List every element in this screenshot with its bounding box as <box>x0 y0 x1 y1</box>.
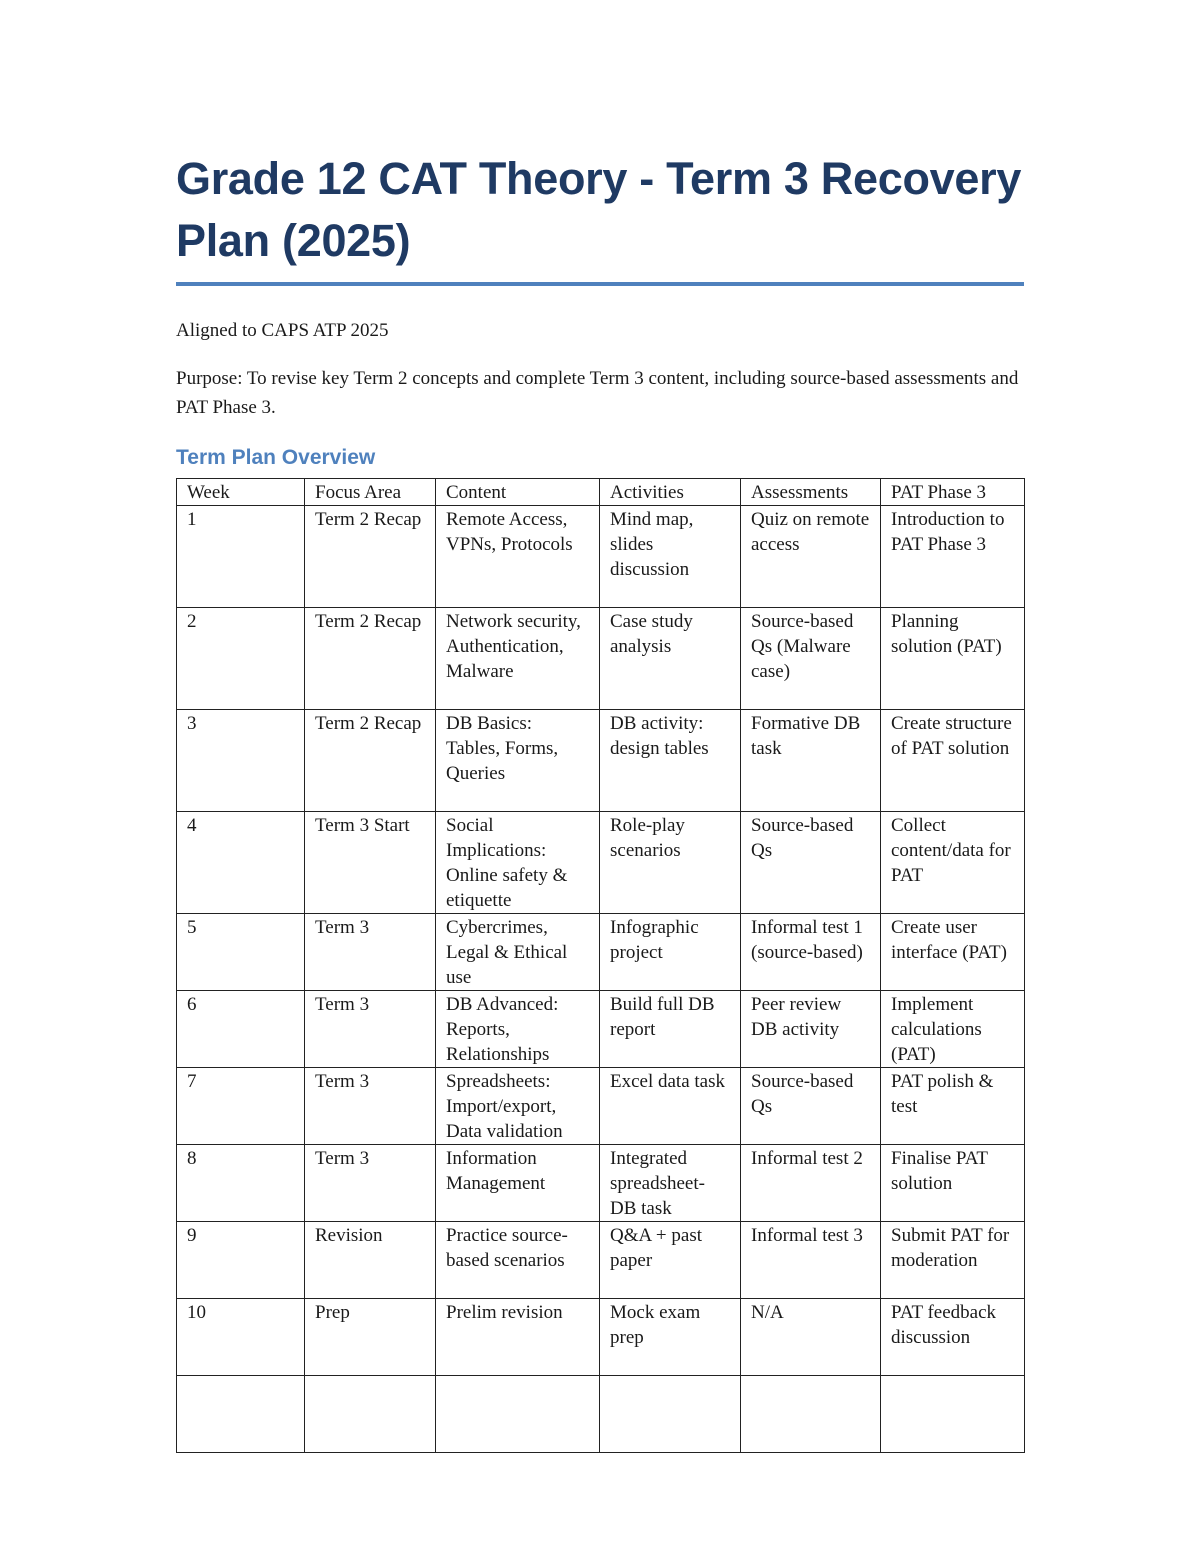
cell-pat: Submit PAT for moderation <box>881 1222 1025 1299</box>
empty-cell <box>881 1376 1025 1453</box>
cell-pat: Implement calculations (PAT) <box>881 991 1025 1068</box>
cell-focus-area: Revision <box>305 1222 436 1299</box>
cell-week: 2 <box>177 608 305 710</box>
cell-pat: Finalise PAT solution <box>881 1145 1025 1222</box>
table-row <box>177 1145 1025 1222</box>
cell-week: 3 <box>177 710 305 812</box>
cell-activities: Build full DB report <box>600 991 741 1068</box>
cell-assessments: Source-based Qs <box>741 1068 881 1145</box>
cell-activities: Mock exam prep <box>600 1299 741 1376</box>
cell-focus-area: Term 3 <box>305 1145 436 1222</box>
cell-week: 10 <box>177 1299 305 1376</box>
cell-content: DB Basics: Tables, Forms, Queries <box>436 710 600 812</box>
cell-content: Cybercrimes, Legal & Ethical use <box>436 914 600 991</box>
cell-assessments: Informal test 2 <box>741 1145 881 1222</box>
cell-content: DB Advanced: Reports, Relationships <box>436 991 600 1068</box>
cell-focus-area: Prep <box>305 1299 436 1376</box>
cell-week: 9 <box>177 1222 305 1299</box>
cell-assessments: Peer review DB activity <box>741 991 881 1068</box>
cell-week: 8 <box>177 1145 305 1222</box>
table-row <box>177 914 1025 991</box>
header-pat-phase-3: PAT Phase 3 <box>881 479 1025 506</box>
cell-week: 5 <box>177 914 305 991</box>
cell-pat: Introduction to PAT Phase 3 <box>881 506 1025 608</box>
cell-assessments: Source-based Qs (Malware case) <box>741 608 881 710</box>
cell-activities: Case study analysis <box>600 608 741 710</box>
table-row <box>177 608 1025 710</box>
cell-assessments: Informal test 3 <box>741 1222 881 1299</box>
header-focus-area: Focus Area <box>305 479 436 506</box>
cell-activities: Role-play scenarios <box>600 812 741 914</box>
header-activities: Activities <box>600 479 741 506</box>
empty-cell <box>177 1376 305 1453</box>
cell-content: Remote Access, VPNs, Protocols <box>436 506 600 608</box>
table-row <box>177 812 1025 914</box>
cell-pat: Create structure of PAT solution <box>881 710 1025 812</box>
cell-content: Spreadsheets: Import/export, Data validation <box>436 1068 600 1145</box>
cell-activities: Excel data task <box>600 1068 741 1145</box>
empty-cell <box>436 1376 600 1453</box>
cell-activities: Q&A + past paper <box>600 1222 741 1299</box>
cell-assessments: N/A <box>741 1299 881 1376</box>
document-page <box>176 148 1024 1453</box>
cell-focus-area: Term 2 Recap <box>305 506 436 608</box>
cell-assessments: Quiz on remote access <box>741 506 881 608</box>
table-row <box>177 1299 1025 1376</box>
table-row <box>177 710 1025 812</box>
header-content: Content <box>436 479 600 506</box>
cell-pat: PAT polish & test <box>881 1068 1025 1145</box>
header-week: Week <box>177 479 305 506</box>
cell-content: Information Management <box>436 1145 600 1222</box>
cell-activities: Infographic project <box>600 914 741 991</box>
cell-week: 1 <box>177 506 305 608</box>
cell-assessments: Source-based Qs <box>741 812 881 914</box>
cell-pat: Create user interface (PAT) <box>881 914 1025 991</box>
aligned-note: Aligned to CAPS ATP 2025 <box>176 320 389 341</box>
table-row <box>177 506 1025 608</box>
table-row <box>177 1068 1025 1145</box>
cell-activities: DB activity: design tables <box>600 710 741 812</box>
cell-focus-area: Term 3 <box>305 914 436 991</box>
cell-pat: Planning solution (PAT) <box>881 608 1025 710</box>
empty-table-row <box>177 1376 1025 1453</box>
purpose-paragraph: Purpose: To revise key Term 2 concepts and complete Term 3 content, including source-based assessments and PAT Phase 3. <box>176 368 1019 418</box>
header-assessments: Assessments <box>741 479 881 506</box>
empty-cell <box>741 1376 881 1453</box>
cell-content: Social Implications: Online safety & etiquette <box>436 812 600 914</box>
cell-focus-area: Term 3 Start <box>305 812 436 914</box>
cell-content: Prelim revision <box>436 1299 600 1376</box>
cell-focus-area: Term 3 <box>305 991 436 1068</box>
cell-focus-area: Term 3 <box>305 1068 436 1145</box>
table-header-row <box>177 479 1025 506</box>
cell-pat: Collect content/data for PAT <box>881 812 1025 914</box>
cell-focus-area: Term 2 Recap <box>305 710 436 812</box>
empty-cell <box>305 1376 436 1453</box>
cell-assessments: Formative DB task <box>741 710 881 812</box>
section-heading: Term Plan Overview <box>176 446 376 469</box>
cell-week: 6 <box>177 991 305 1068</box>
cell-content: Practice source-based scenarios <box>436 1222 600 1299</box>
cell-content: Network security, Authentication, Malware <box>436 608 600 710</box>
cell-pat: PAT feedback discussion <box>881 1299 1025 1376</box>
empty-cell <box>600 1376 741 1453</box>
cell-activities: Integrated spreadsheet-DB task <box>600 1145 741 1222</box>
table-row <box>177 991 1025 1068</box>
cell-week: 7 <box>177 1068 305 1145</box>
cell-activities: Mind map, slides discussion <box>600 506 741 608</box>
table-row <box>177 1222 1025 1299</box>
cell-assessments: Informal test 1 (source-based) <box>741 914 881 991</box>
document-title: Grade 12 CAT Theory - Term 3 Recovery Plan (2025) <box>176 148 1024 286</box>
cell-focus-area: Term 2 Recap <box>305 608 436 710</box>
cell-week: 4 <box>177 812 305 914</box>
term-plan-table <box>176 478 1025 1453</box>
